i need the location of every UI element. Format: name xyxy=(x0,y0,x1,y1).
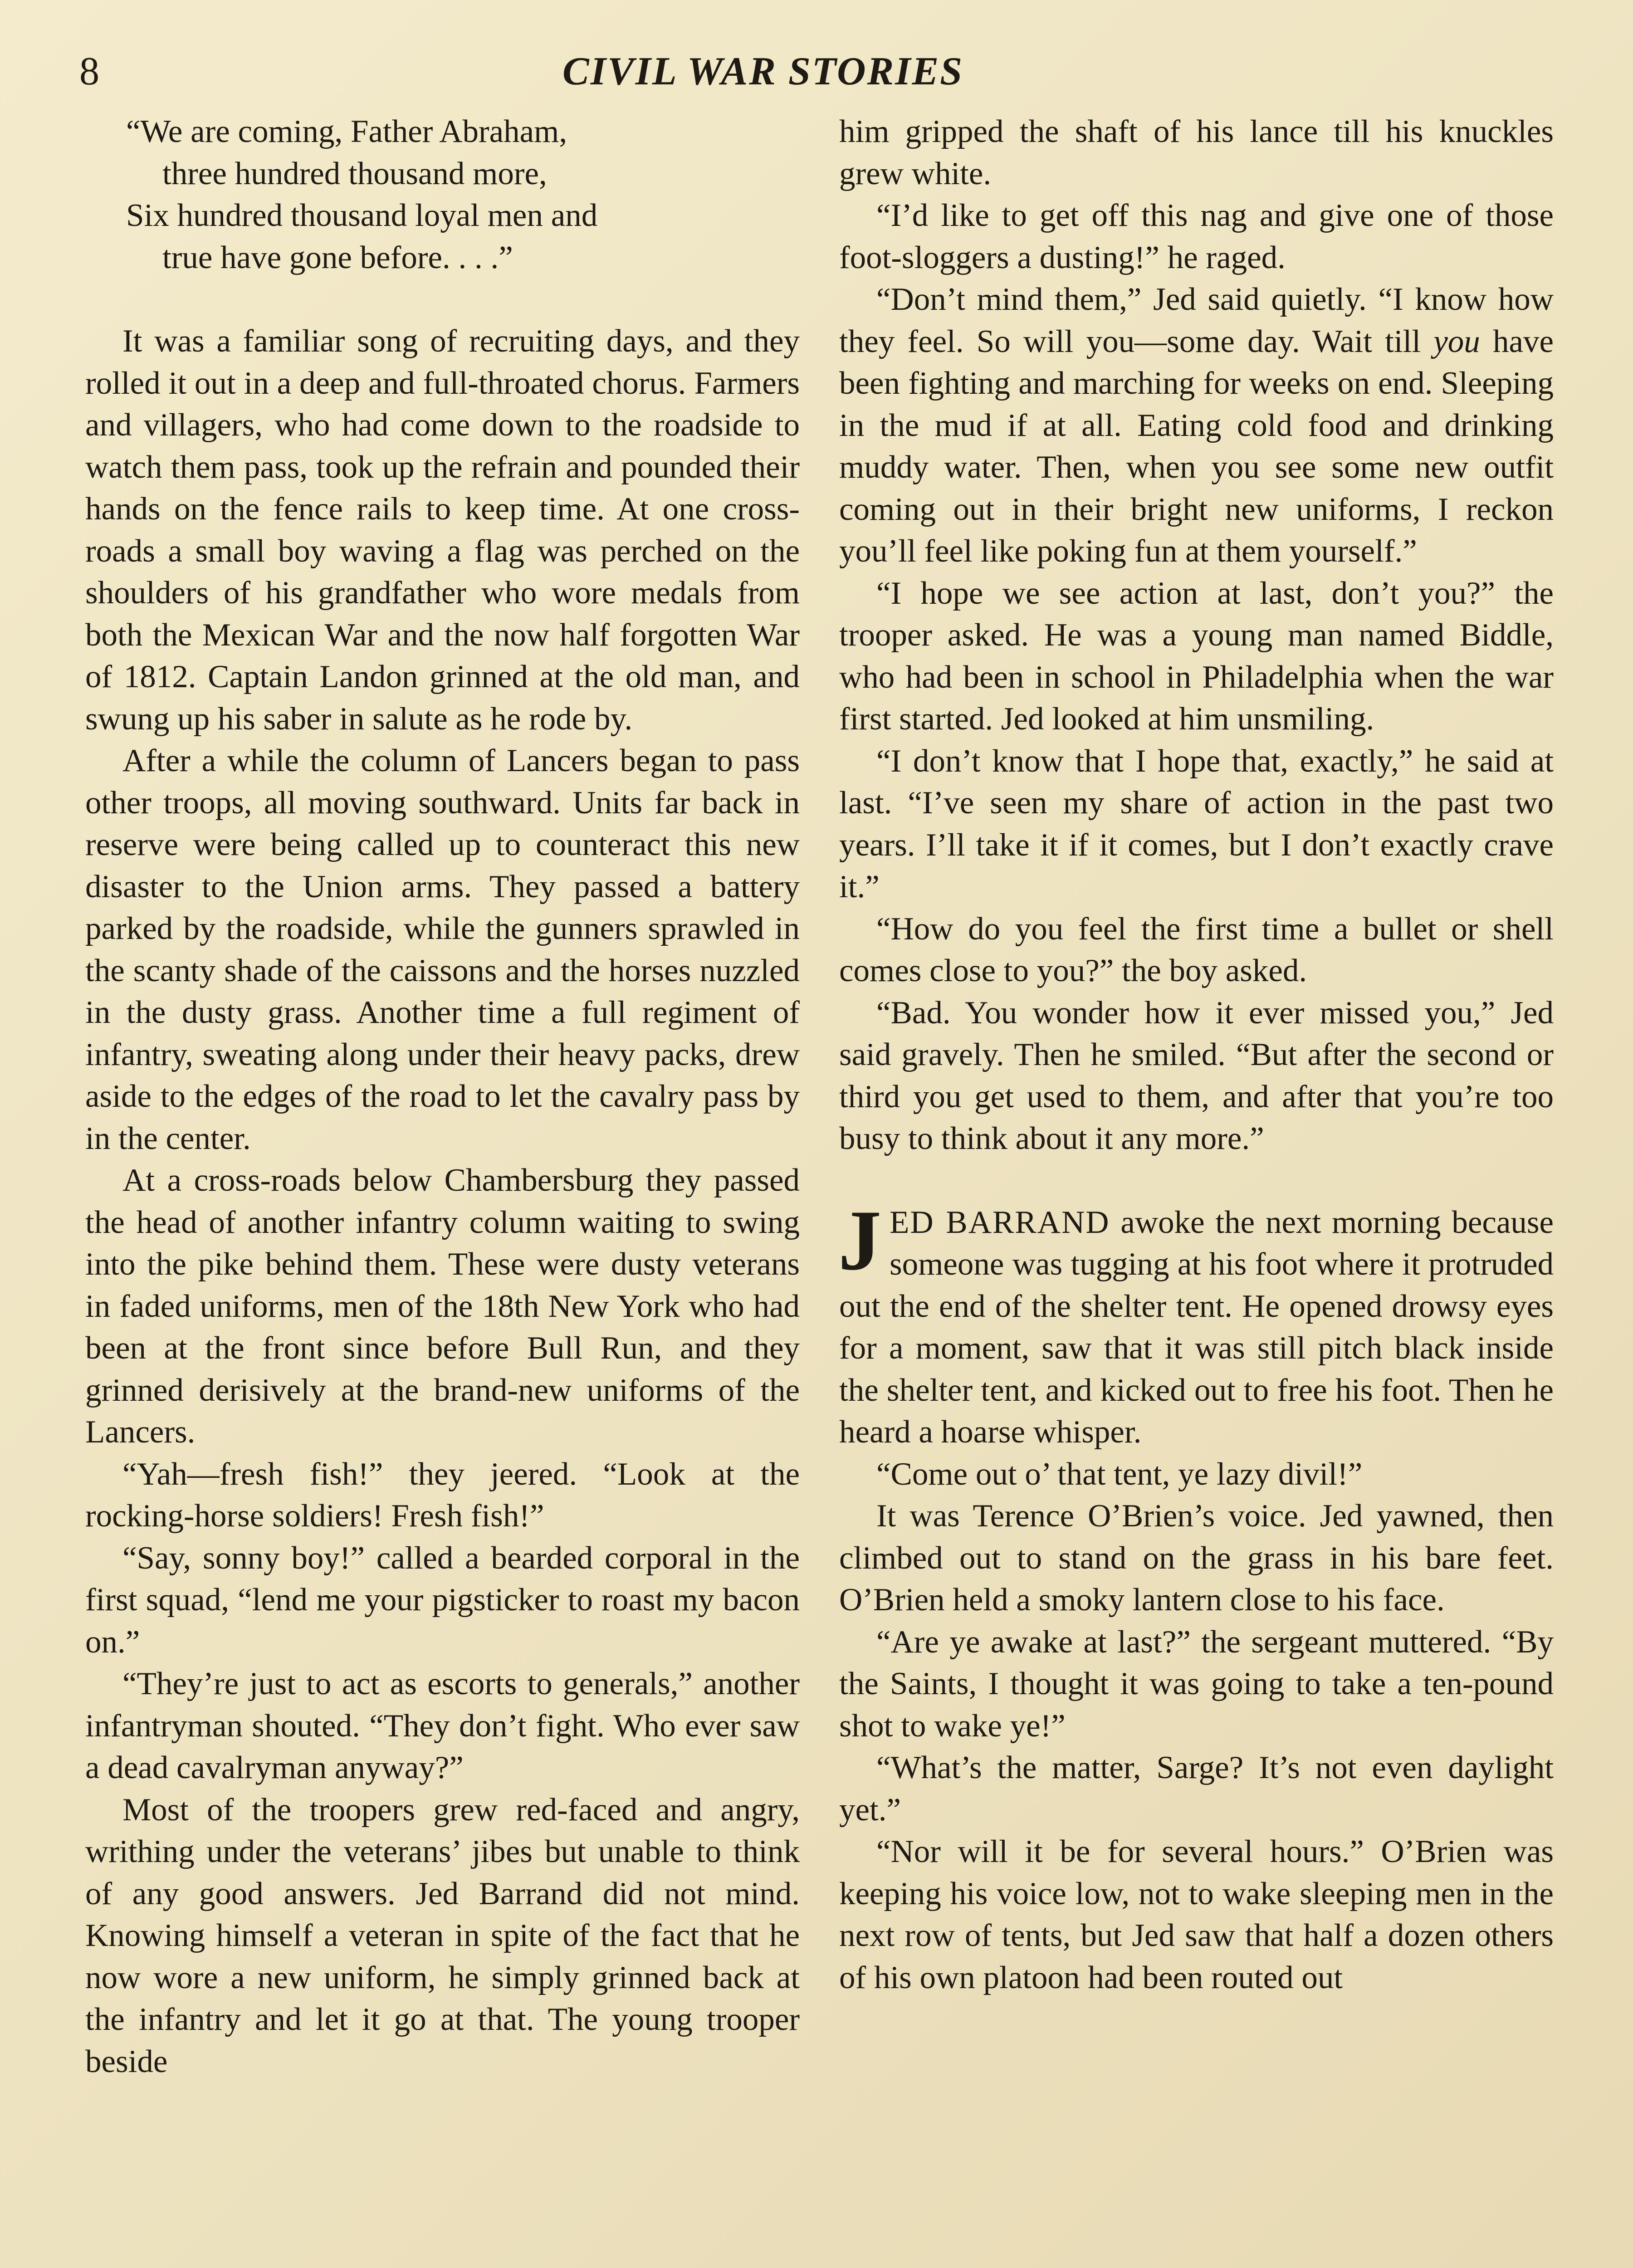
paragraph: After a while the column of Lancers began to pass other troops, all moving southward. Units far back in reserve were being called up to counteract this new disaster to the Union arms. They passed a battery parked by the roadside, while the gunners sprawled in the scanty shade of the caissons and the horses nuzzled in the dusty grass. Another time a full regiment of infantry, sweating along under their heavy packs, drew aside to the edges of the road to let the cavalry pass by in the center. xyxy=(85,743,800,1156)
text-run: “Don’t mind them,” Jed said quietly. “I know how they feel. So will you—some day. Wait till xyxy=(839,282,1554,359)
left-column xyxy=(85,111,800,2082)
paragraph: “I don’t know that I hope that, exactly,” he said at last. “I’ve seen my share of action in the past two years. I’ll take it if it comes, but I don’t exactly crave it.” xyxy=(839,743,1554,904)
text-run: have been fighting and marching for weeks on end. Sleeping in the mud if at all. Eating cold food and drinking muddy water. Then, when you see some new outfit coming out in their bright new uniforms, I reckon you’ll feel like poking fun at them yourself.” xyxy=(839,323,1554,569)
paragraph: “I hope we see action at last, don’t you?” the trooper asked. He was a young man named Biddle, who had been in school in Philadelphia when the war first started. Jed looked at him unsmiling. xyxy=(839,575,1554,737)
paragraph: “Say, sonny boy!” called a bearded corporal in the first squad, “lend me your pigsticker to roast my bacon on.” xyxy=(85,1540,800,1660)
section-break xyxy=(838,1193,1554,1999)
paragraph: “How do you feel the first time a bullet or shell comes close to you?” the boy asked. xyxy=(839,911,1554,988)
paragraph: “Come out o’ that tent, ye lazy divil!” xyxy=(876,1456,1363,1492)
right-column xyxy=(839,111,1554,1999)
paragraph-with-emphasis xyxy=(839,279,1554,572)
page-number: 8 xyxy=(79,49,99,93)
paragraph: “I’d like to get off this nag and give one of those foot-sloggers a dusting!” he raged. xyxy=(839,198,1554,275)
drop-cap: J xyxy=(838,1193,881,1288)
paragraph: At a cross-roads below Chambersburg they passed the head of another infantry column waiting to swing into the pike behind them. These were dusty veterans in faded uniforms, men of the 18th New York who had been at the front since before Bull Run, and they grinned derisively at the brand-new uniforms of the Lancers. xyxy=(85,1163,800,1450)
paragraph: “Yah—fresh fish!” they jeered. “Look at the rocking-horse soldiers! Fresh fish!” xyxy=(85,1456,800,1534)
verse-quote xyxy=(85,111,800,279)
section-lead-paragraph xyxy=(838,1193,1554,1453)
paragraph: “Nor will it be for several hours.” O’Brien was keeping his voice low, not to wake sleeping men in the next row of tents, but Jed saw that half a dozen others of his own platoon had been routed out xyxy=(839,1834,1554,1995)
running-title: CIVIL WAR STORIES xyxy=(562,49,964,93)
small-caps-lead: ED BARRAND xyxy=(890,1204,1110,1240)
paragraph: It was Terence O’Brien’s voice. Jed yawned, then climbed out to stand on the grass in his bare feet. O’Brien held a smoky lantern close to his face. xyxy=(839,1498,1554,1618)
paragraph: “Bad. You wonder how it ever missed you,” Jed said gravely. Then he smiled. “But after the second or third you get used to them, and after that you’re too busy to think about it any more.” xyxy=(839,995,1554,1156)
paragraph: It was a familiar song of recruiting days, and they rolled it out in a deep and full-throated chorus. Farmers and villagers, who had come down to the roadside to watch them pass, took up the refrain and pounded their hands on the fence rails to keep time. At one cross-roads a small boy waving a flag was perched on the shoulders of his grandfather who wore medals from both the Mexican War and the now half forgotten War of 1812. Captain Landon grinned at the old man, and swung up his saber in salute as he rode by. xyxy=(85,323,800,737)
paragraph: “What’s the matter, Sarge? It’s not even daylight yet.” xyxy=(839,1750,1554,1828)
paragraph-continuation: him gripped the shaft of his lance till his knuckles grew white. xyxy=(839,114,1554,191)
verse-line: three hundred thousand more, xyxy=(162,156,547,191)
emphasis: you xyxy=(1433,323,1480,359)
verse-line: true have gone before. . . .” xyxy=(162,240,513,275)
page-header xyxy=(0,40,1633,103)
paragraph: “They’re just to act as escorts to generals,” another infantryman shouted. “They don’t fight. Who ever saw a dead cavalryman anyway?” xyxy=(85,1666,800,1785)
text-run: awoke the next morning because someone was tugging at his foot where it protruded out the end of the shelter tent. He opened drowsy eyes for a moment, saw that it was still pitch black inside the shelter tent, and kicked out to free his foot. Then he heard a hoarse whisper. xyxy=(839,1204,1554,1450)
paragraph: “Are ye awake at last?” the sergeant muttered. “By the Saints, I thought it was going to take a ten-pound shot to wake ye!” xyxy=(839,1624,1554,1744)
verse-line: Six hundred thousand loyal men and xyxy=(126,198,598,233)
paragraph: Most of the troopers grew red-faced and angry, writhing under the veterans’ jibes but unable to think of any good answers. Jed Barrand did not mind. Knowing himself a veteran in spite of the fact that he now wore a new uniform, he simply grinned back at the infantry and let it go at that. The young trooper beside xyxy=(85,1792,800,2079)
verse-line: “We are coming, Father Abraham, xyxy=(126,114,567,149)
